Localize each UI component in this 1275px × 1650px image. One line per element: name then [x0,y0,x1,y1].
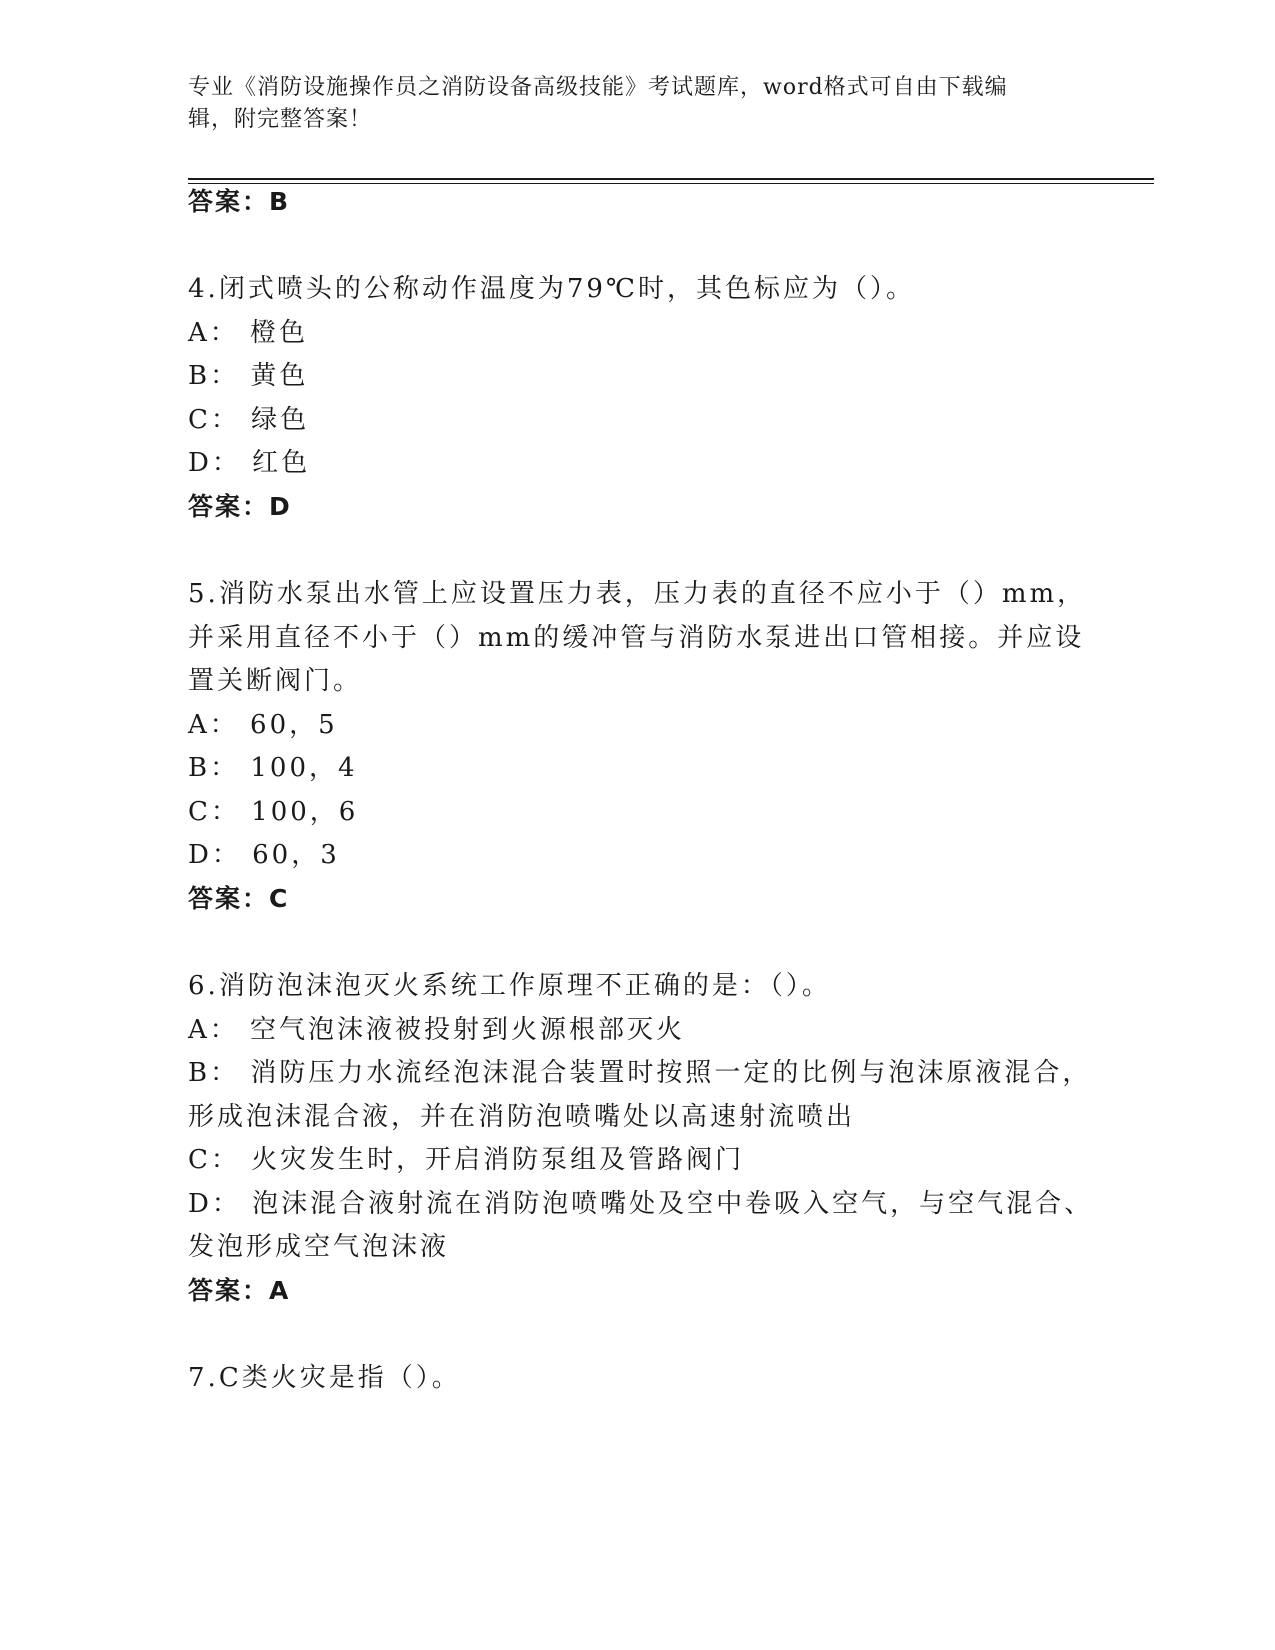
question-4-text [188,266,915,312]
option-key: B： [188,1058,240,1088]
question-5-text-line-2: 并采用直径不小于（）mm的缓冲管与消防水泵进出口管相接。并应设 [188,623,1085,653]
question-7-text [188,1355,461,1401]
question-4-answer: 答案：D [188,492,292,521]
option-key: C： [188,797,240,827]
option-text: 60，3 [252,840,340,870]
question-5-text [188,571,1086,617]
question-5-text-line-3: 置关断阀门。 [188,666,363,696]
option-key: A： [188,318,239,348]
option-key: B： [188,361,240,391]
option-text: 黄色 [250,361,309,391]
option-a [188,1007,685,1053]
header-line-1: 专业《消防设施操作员之消防设备高级技能》考试题库，word格式可自由下载编 [188,75,1008,100]
option-key: D： [188,840,241,870]
option-text: 100，4 [250,753,358,783]
header-divider-thick [188,178,1154,180]
question-number: 7. [188,1363,219,1393]
option-key: C： [188,1145,240,1175]
option-d [188,832,340,878]
option-a [188,310,308,356]
option-b [188,353,308,399]
option-text: 空气泡沫液被投射到火源根部灭火 [250,1015,686,1045]
option-c [188,789,358,835]
option-b-continued: 形成泡沫混合液，并在消防泡喷嘴处以高速射流喷出 [188,1102,856,1132]
document-header [188,72,1068,136]
question-stem: C类火灾是指（）。 [218,1363,461,1393]
option-c [188,1137,744,1183]
question-number: 5. [188,579,219,609]
question-number: 6. [188,971,219,1001]
option-key: A： [188,710,239,740]
option-key: A： [188,1015,239,1045]
option-key: D： [188,448,241,478]
question-6-text [188,963,831,1009]
option-c [188,397,309,443]
option-b [188,745,358,791]
option-b [188,1050,1091,1096]
option-text: 红色 [252,448,311,478]
option-text: 橙色 [250,318,309,348]
option-text: 火灾发生时，开启消防泵组及管路阀门 [251,1145,745,1175]
option-text: 绿色 [251,405,310,435]
header-line-2: 辑，附完整答案！ [188,107,373,132]
question-5-answer: 答案：C [188,884,290,913]
option-key: D： [188,1189,241,1219]
option-text: 泡沫混合液射流在消防泡喷嘴处及空中卷吸入空气，与空气混合、 [252,1189,1094,1219]
option-d-continued: 发泡形成空气泡沫液 [188,1232,450,1262]
question-stem: 闭式喷头的公称动作温度为79℃时，其色标应为（）。 [218,274,915,304]
previous-answer: 答案：B [188,187,291,216]
option-key: C： [188,405,240,435]
option-text: 消防压力水流经泡沫混合装置时按照一定的比例与泡沫原液混合， [250,1058,1092,1088]
option-d [188,440,310,486]
option-text: 100，6 [251,797,359,827]
option-key: B： [188,753,240,783]
header-divider-thin [188,183,1154,184]
option-a [188,702,338,748]
option-d [188,1181,1093,1227]
question-stem: 消防水泵出水管上应设置压力表，压力表的直径不应小于（）mm， [218,579,1087,609]
question-stem: 消防泡沫泡灭火系统工作原理不正确的是：（）。 [218,971,831,1001]
option-text: 60，5 [250,710,338,740]
question-6-answer: 答案：A [188,1276,291,1305]
question-number: 4. [188,274,219,304]
